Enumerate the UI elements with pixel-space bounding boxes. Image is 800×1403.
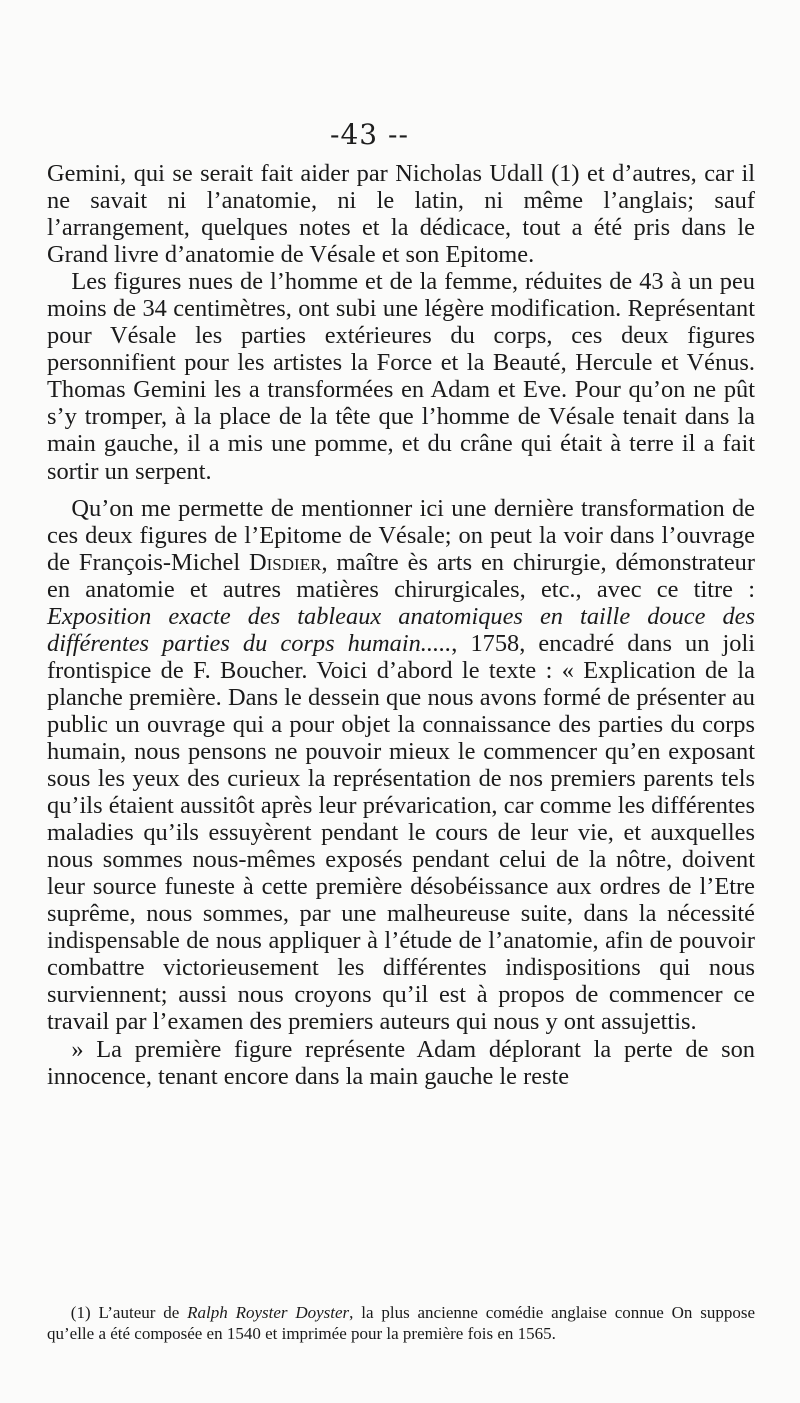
footnote-1 [47, 1302, 755, 1344]
book-title-exposition: Exposition exacte des tableaux anatomiques en taille douce des différentes parties du corps humain..... [47, 602, 755, 657]
author-name-disdier: Disdier [249, 548, 322, 576]
paragraph-2: Les figures nues de l’homme et de la femme, réduites de 43 à un peu moins de 34 centimètres, ont subi une légère modification. Représentant pour Vésale les parties extérieures du corps, ces deux figures personnifient pour les artistes la Force et la Beauté, Hercule et Vénus. Thomas Gemini les a transformées en Adam et Eve. Pour qu’on ne pût s’y tromper, à la place de la tête que l’homme de Vésale tenait dans la main gauche, il a mis une pomme, et du crâne qui était à terre il a fait sortir un serpent. [47, 268, 755, 485]
footnote-1-text-b: , la plus ancienne comédie anglaise connue On suppose qu’elle a été composée en 1540 et imprimée pour la première fois en 1565. [47, 1303, 756, 1343]
paragraph-3-text-a: Qu’on me permette de mentionner ici une dernière transformation de ces deux figures de l’Epitome de Vésale; on peut la voir dans l’ouvrage de François-Michel [47, 494, 755, 576]
footnote-1-title: Ralph Royster Doyster [187, 1303, 350, 1322]
body-text [47, 160, 755, 1090]
paragraph-3-text-b: , maître ès arts en chirurgie, démonstrateur en anatomie et autres matières chirurgicales, etc., avec ce titre : [47, 548, 755, 603]
paragraph-3-text-c: , 1758, encadré dans un joli frontispice de F. Boucher. Voici d’abord le texte : « Explication de la planche première. Dans le dessein que nous avons formé de présenter au public un ouvrage qui a pour objet la connaissance des parties du corps humain, nous pensons ne pouvoir mieux le commencer qu’en exposant sous les yeux des curieux la représentation de nos premiers parents tels qu’ils étaient aussitôt après leur prévarication, car comme les différentes maladies qu’ils essuyèrent pendant le cours de leur vie, et auxquelles nous sommes nous-mêmes exposés pendant celui de la nôtre, doivent leur source funeste à cette première désobéissance aux ordres de l’Etre suprême, nous sommes, par une malheureuse suite, dans la nécessité indispensable de nous appliquer à l’étude de l’anatomie, afin de pouvoir combattre victorieusement les différentes indispositions qui nous surviennent; aussi nous croyons qu’il est à propos de commencer ce travail par l’examen des premiers auteurs qui nous y ont assujettis. [47, 629, 756, 1036]
paragraph-4: » La première figure représente Adam déplorant la perte de son innocence, tenant encore dans la main gauche le reste [47, 1035, 755, 1090]
footnote-1-text-a: (1) L’auteur de [70, 1303, 188, 1322]
paragraph-3 [47, 495, 755, 1036]
footnotes [47, 1302, 755, 1344]
page-number: -43 -- [330, 118, 409, 151]
paragraph-1: Gemini, qui se serait fait aider par Nicholas Udall (1) et d’autres, car il ne savait ni l’anatomie, ni le latin, ni même l’anglais; sauf l’arrangement, quelques notes et la dédicace, tout a été pris dans le Grand livre d’anatomie de Vésale et son Epitome. [47, 160, 755, 269]
